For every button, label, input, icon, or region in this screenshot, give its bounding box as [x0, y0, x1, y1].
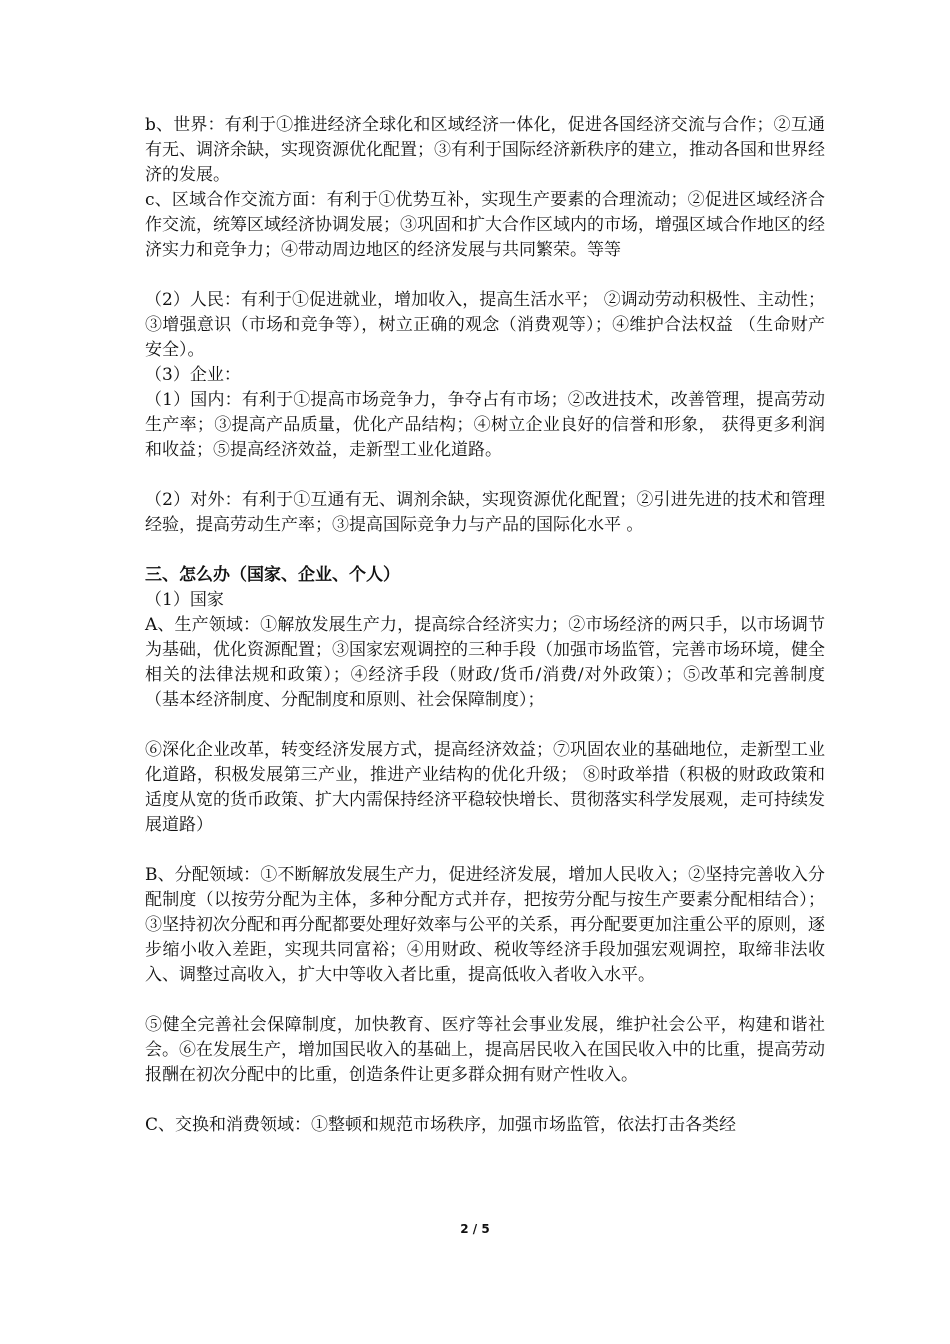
paragraph-state-title: （1）国家: [145, 590, 224, 610]
paragraph-domestic: （1）国内：有利于①提高市场竞争力，争夺占有市场；②改进技术，改善管理，提高劳动生产率；③提高产品质量，优化产品结构；④树立企业良好的信誉和形象， 获得更多利润和收益；⑤提高经济效益，走新型工业化道路。: [145, 390, 825, 460]
page-number: 2 / 5: [460, 1222, 490, 1236]
paragraph-distribution-cont: ⑤健全完善社会保障制度，加快教育、医疗等社会事业发展，维护社会公平，构建和谐社会。⑥在发展生产，增加国民收入的基础上，提高居民收入在国民收入中的比重，提高劳动报酬在初次分配中的比重，创造条件让更多群众拥有财产性收入。: [145, 1015, 825, 1085]
paragraph-regional: c、区域合作交流方面：有利于①优势互补，实现生产要素的合理流动；②促进区域经济合作交流，统筹区域经济协调发展；③巩固和扩大合作区域内的市场，增强区域合作地区的经济实力和竞争力；④带动周边地区的经济发展与共同繁荣。等等: [145, 190, 825, 260]
paragraph-distribution: B、分配领域：①不断解放发展生产力，促进经济发展，增加人民收入；②坚持完善收入分配制度（以按劳分配为主体，多种分配方式并存，把按劳分配与按生产要素分配相结合）；③坚持初次分配和再分配都要处理好效率与公平的关系，再分配要更加注重公平的原则，逐步缩小收入差距，实现共同富裕；④用财政、税收等经济手段加强宏观调控，取缔非法收入、调整过高收入，扩大中等收入者比重，提高低收入者收入水平。: [145, 865, 825, 985]
paragraph-foreign: （2）对外：有利于①互通有无、调剂余缺，实现资源优化配置；②引进先进的技术和管理经验，提高劳动生产率；③提高国际竞争力与产品的国际化水平 。: [145, 490, 825, 535]
spacer: [145, 263, 825, 288]
spacer: [145, 463, 825, 488]
spacer: [145, 988, 825, 1013]
paragraph-exchange: C、交换和消费领域：①整顿和规范市场秩序，加强市场监管，依法打击各类经: [145, 1115, 737, 1135]
paragraph-enterprise-title: （3）企业：: [145, 365, 241, 385]
spacer: [145, 838, 825, 863]
paragraph-production-cont: ⑥深化企业改革，转变经济发展方式，提高经济效益；⑦巩固农业的基础地位，走新型工业化道路，积极发展第三产业，推进产业结构的优化升级； ⑧时政举措（积极的财政政策和适度从宽的货币政策、扩大内需保持经济平稳较快增长、贯彻落实科学发展观，走可持续发展道路）: [145, 740, 825, 835]
document-body: [145, 113, 825, 1138]
spacer: [145, 1088, 825, 1113]
paragraph-world: b、世界：有利于①推进经济全球化和区域经济一体化，促进各国经济交流与合作；②互通有无、调济余缺，实现资源优化配置；③有利于国际经济新秩序的建立，推动各国和世界经济的发展。: [145, 115, 825, 185]
spacer: [145, 538, 825, 563]
paragraph-production: A、生产领域：①解放发展生产力，提高综合经济实力；②市场经济的两只手，以市场调节为基础，优化资源配置；③国家宏观调控的三种手段（加强市场监管，完善市场环境，健全相关的法律法规和政策）；④经济手段（财政/货币/消费/对外政策）；⑤改革和完善制度（基本经济制度、分配制度和原则、社会保障制度）；: [145, 615, 825, 710]
paragraph-people: （2）人民：有利于①促进就业，增加收入，提高生活水平； ②调动劳动积极性、主动性；③增强意识（市场和竞争等），树立正确的观念（消费观等）；④维护合法权益 （生命财产安全）。: [145, 290, 825, 360]
spacer: [145, 713, 825, 738]
section-heading: 三、怎么办（国家、企业、个人）: [145, 565, 400, 585]
